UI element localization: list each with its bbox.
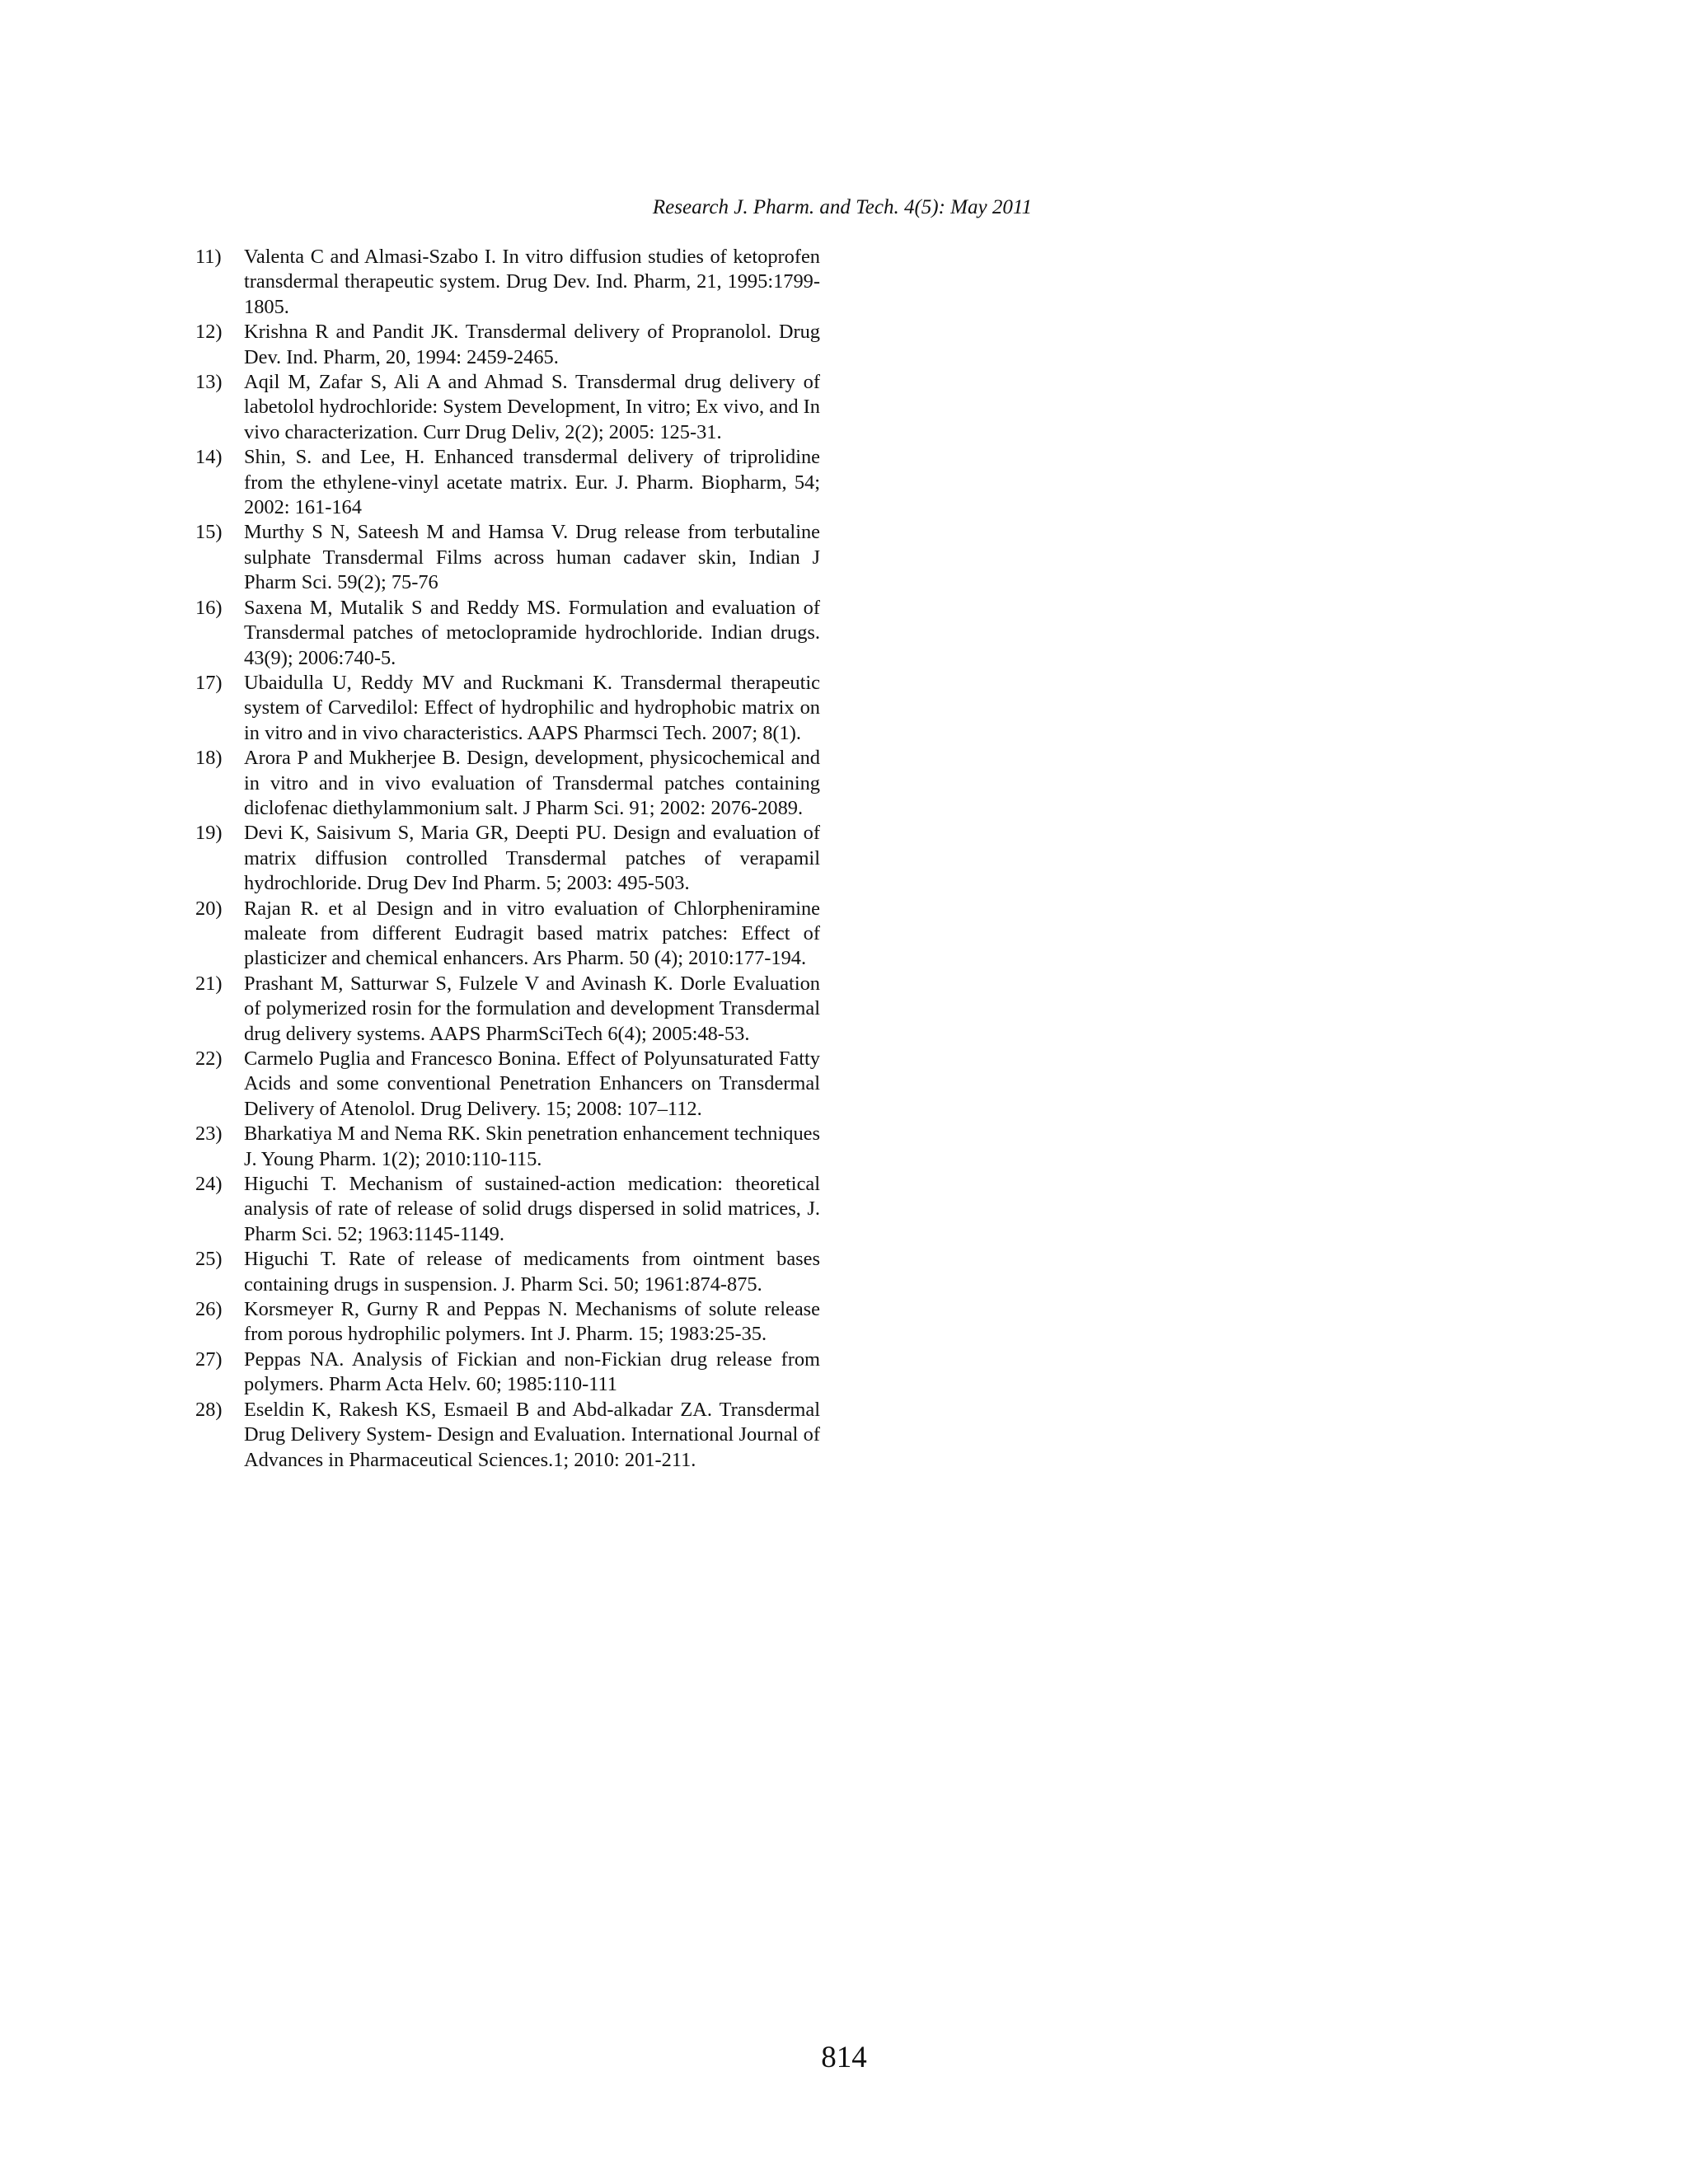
reference-item bbox=[195, 1122, 820, 1172]
reference-item bbox=[195, 1347, 820, 1398]
reference-item bbox=[195, 1047, 820, 1122]
reference-number: 17) bbox=[195, 671, 223, 694]
reference-item bbox=[195, 1398, 820, 1473]
reference-text: Ubaidulla U, Reddy MV and Ruckmani K. Transdermal therapeutic system of Carvedilol: Effect of hydrophilic and hydrophobic matrix on in vitro and in vivo characteristics. AAPS Pharmsci Tech. 2007; 8(1). bbox=[244, 671, 820, 744]
reference-number: 19) bbox=[195, 822, 223, 845]
reference-number: 21) bbox=[195, 972, 223, 995]
reference-item bbox=[195, 445, 820, 520]
reference-list bbox=[195, 245, 820, 1473]
reference-number: 20) bbox=[195, 897, 223, 920]
reference-item bbox=[195, 596, 820, 671]
reference-number: 12) bbox=[195, 321, 223, 344]
reference-text: Shin, S. and Lee, H. Enhanced transdermal delivery of triprolidine from the ethylene-vinyl acetate matrix. Eur. J. Pharm. Biopharm, 54; 2002: 161-164 bbox=[244, 446, 820, 519]
reference-item bbox=[195, 1247, 820, 1297]
reference-number: 14) bbox=[195, 446, 223, 469]
reference-item bbox=[195, 520, 820, 595]
reference-text: Carmelo Puglia and Francesco Bonina. Effect of Polyunsaturated Fatty Acids and some conventional Penetration Enhancers on Transdermal Delivery of Atenolol. Drug Delivery. 15; 2008: 107–112. bbox=[244, 1047, 820, 1120]
reference-item bbox=[195, 972, 820, 1047]
reference-text: Saxena M, Mutalik S and Reddy MS. Formulation and evaluation of Transdermal patches of metoclopramide hydrochloride. Indian drugs. 43(9); 2006:740-5. bbox=[244, 596, 820, 669]
page-number: 814 bbox=[821, 2041, 867, 2074]
reference-text: Devi K, Saisivum S, Maria GR, Deepti PU. Design and evaluation of matrix diffusion controlled Transdermal patches of verapamil hydrochloride. Drug Dev Ind Pharm. 5; 2003: 495-503. bbox=[244, 822, 820, 895]
reference-text: Eseldin K, Rakesh KS, Esmaeil B and Abd-alkadar ZA. Transdermal Drug Delivery System- Design and Evaluation. International Journal of Advances in Pharmaceutical Sciences.1; 2010: 201-211. bbox=[244, 1398, 820, 1471]
reference-text: Rajan R. et al Design and in vitro evaluation of Chlorpheniramine maleate from different Eudragit based matrix patches: Effect of plasticizer and chemical enhancers. Ars Pharm. 50 (4); 2010:177-194. bbox=[244, 897, 820, 970]
reference-text: Aqil M, Zafar S, Ali A and Ahmad S. Transdermal drug delivery of labetolol hydrochloride: System Development, In vitro; Ex vivo, and In vivo characterization. Curr Drug Deliv, 2(2); 2005: 125-31. bbox=[244, 371, 820, 443]
reference-text: Valenta C and Almasi-Szabo I. In vitro diffusion studies of ketoprofen transdermal therapeutic system. Drug Dev. Ind. Pharm, 21, 1995:1799-1805. bbox=[244, 246, 820, 318]
reference-number: 23) bbox=[195, 1122, 223, 1146]
running-header: Research J. Pharm. and Tech. 4(5): May 2011 bbox=[652, 196, 1032, 218]
reference-number: 22) bbox=[195, 1047, 223, 1070]
reference-number: 26) bbox=[195, 1298, 223, 1321]
reference-text: Bharkatiya M and Nema RK. Skin penetration enhancement techniques J. Young Pharm. 1(2); 2010:110-115. bbox=[244, 1122, 820, 1170]
reference-number: 24) bbox=[195, 1173, 223, 1196]
reference-text: Peppas NA. Analysis of Fickian and non-Fickian drug release from polymers. Pharm Acta Helv. 60; 1985:110-111 bbox=[244, 1347, 820, 1396]
reference-item bbox=[195, 320, 820, 370]
reference-number: 28) bbox=[195, 1398, 223, 1421]
reference-item bbox=[195, 1297, 820, 1347]
reference-text: Krishna R and Pandit JK. Transdermal delivery of Propranolol. Drug Dev. Ind. Pharm, 20, 1994: 2459-2465. bbox=[244, 321, 820, 368]
reference-text: Murthy S N, Sateesh M and Hamsa V. Drug release from terbutaline sulphate Transdermal Films across human cadaver skin, Indian J Pharm Sci. 59(2); 75-76 bbox=[244, 521, 820, 594]
reference-number: 15) bbox=[195, 521, 223, 544]
reference-item bbox=[195, 746, 820, 821]
reference-number: 27) bbox=[195, 1347, 223, 1371]
reference-text: Prashant M, Satturwar S, Fulzele V and Avinash K. Dorle Evaluation of polymerized rosin for the formulation and development Transdermal drug delivery systems. AAPS PharmSciTech 6(4); 2005:48-53. bbox=[244, 972, 820, 1045]
reference-item bbox=[195, 245, 820, 320]
reference-number: 18) bbox=[195, 747, 223, 770]
reference-item bbox=[195, 370, 820, 445]
reference-text: Arora P and Mukherjee B. Design, development, physicochemical and in vitro and in vivo evaluation of Transdermal patches containing diclofenac diethylammonium salt. J Pharm Sci. 91; 2002: 2076-2089. bbox=[244, 747, 820, 819]
reference-item bbox=[195, 897, 820, 972]
reference-item bbox=[195, 671, 820, 746]
reference-number: 16) bbox=[195, 596, 223, 619]
reference-text: Korsmeyer R, Gurny R and Peppas N. Mechanisms of solute release from porous hydrophilic polymers. Int J. Pharm. 15; 1983:25-35. bbox=[244, 1298, 820, 1346]
reference-text: Higuchi T. Rate of release of medicaments from ointment bases containing drugs in suspension. J. Pharm Sci. 50; 1961:874-875. bbox=[244, 1248, 820, 1296]
reference-item bbox=[195, 821, 820, 896]
reference-number: 25) bbox=[195, 1248, 223, 1271]
reference-text: Higuchi T. Mechanism of sustained-action medication: theoretical analysis of rate of release of solid drugs dispersed in solid matrices, J. Pharm Sci. 52; 1963:1145-1149. bbox=[244, 1173, 820, 1245]
reference-number: 13) bbox=[195, 371, 223, 394]
reference-item bbox=[195, 1172, 820, 1247]
reference-number: 11) bbox=[195, 246, 222, 268]
